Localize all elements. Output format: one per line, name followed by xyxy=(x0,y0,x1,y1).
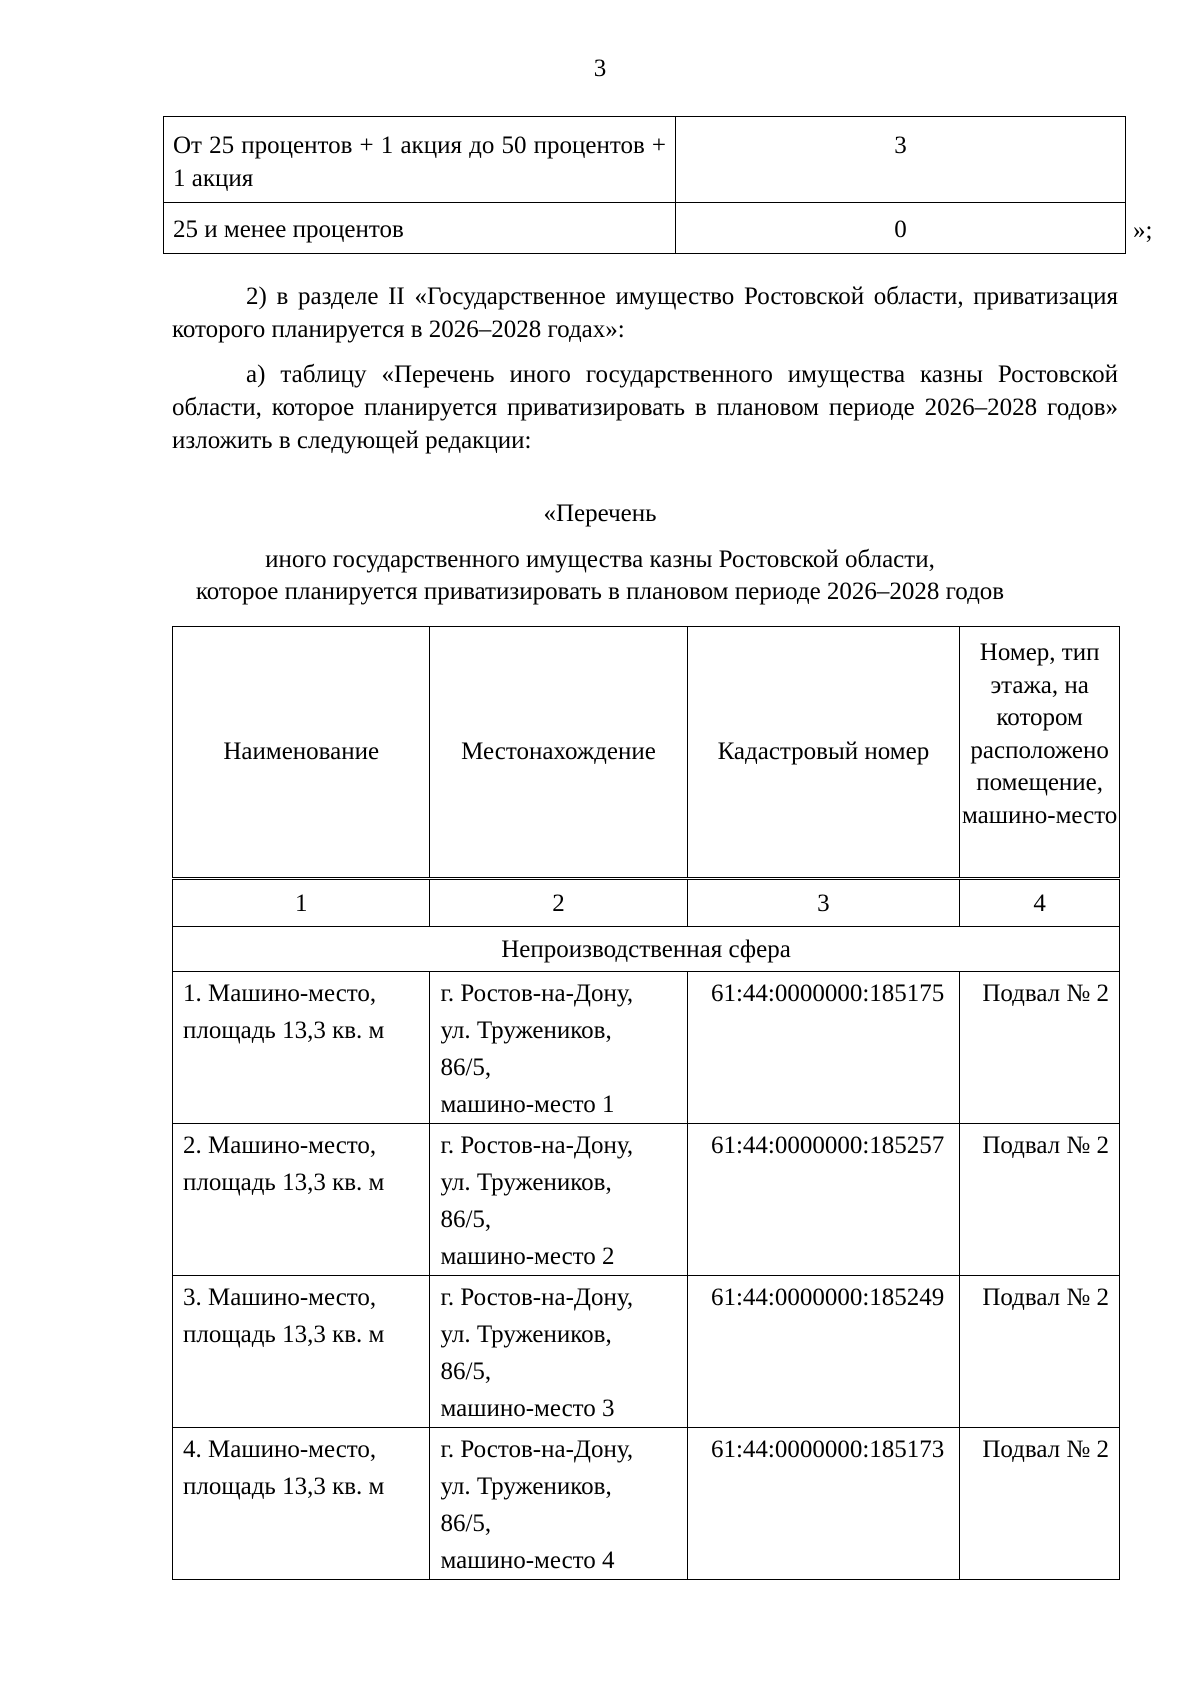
column-number: 1 xyxy=(173,879,430,927)
table-header-row xyxy=(173,627,1120,879)
property-floor: Подвал № 2 xyxy=(960,1124,1120,1276)
property-location: г. Ростов-на-Дону, ул. Тружеников, 86/5, машино-место 4 xyxy=(430,1428,687,1580)
list-title: «Перечень xyxy=(543,500,657,527)
column-header-location: Местонахождение xyxy=(430,627,687,879)
share-value: 0 xyxy=(676,203,1126,254)
column-number: 2 xyxy=(430,879,687,927)
share-label: От 25 процентов + 1 акция до 50 процентов + 1 акция xyxy=(164,117,676,203)
column-header-floor: Номер, тип этажа, на котором расположено помещение, машино-место xyxy=(960,627,1120,879)
column-number: 4 xyxy=(960,879,1120,927)
property-location: г. Ростов-на-Дону, ул. Тружеников, 86/5, машино-место 1 xyxy=(430,972,687,1124)
property-floor: Подвал № 2 xyxy=(960,972,1120,1124)
table-row xyxy=(164,203,1126,254)
list-subtitle: иного государственного имущества казны Ростовской области, xyxy=(265,546,935,573)
share-table xyxy=(163,116,1126,254)
table-row xyxy=(164,117,1126,203)
list-subtitle: которое планируется приватизировать в плановом периоде 2026–2028 годов xyxy=(195,578,1005,605)
property-cadastral-number: 61:44:0000000:185175 xyxy=(687,972,960,1124)
property-name: 3. Машино-место, площадь 13,3 кв. м xyxy=(173,1276,430,1428)
paragraph-section-ii: 2) в разделе II «Государственное имущество Ростовской области, приватизация которого планируется в 2026–2028 годах»: xyxy=(172,283,1118,343)
table-row xyxy=(173,1124,1120,1276)
property-name: 2. Машино-место, площадь 13,3 кв. м xyxy=(173,1124,430,1276)
column-header-name: Наименование xyxy=(173,627,430,879)
property-floor: Подвал № 2 xyxy=(960,1276,1120,1428)
property-name: 4. Машино-место, площадь 13,3 кв. м xyxy=(173,1428,430,1580)
property-location: г. Ростов-на-Дону, ул. Тружеников, 86/5, машино-место 2 xyxy=(430,1124,687,1276)
page-number: 3 xyxy=(593,55,607,82)
column-header-cadastral: Кадастровый номер xyxy=(687,627,960,879)
property-floor: Подвал № 2 xyxy=(960,1428,1120,1580)
column-number: 3 xyxy=(687,879,960,927)
table-row xyxy=(173,1428,1120,1580)
section-row xyxy=(173,927,1120,972)
share-value: 3 xyxy=(676,117,1126,203)
property-cadastral-number: 61:44:0000000:185257 xyxy=(687,1124,960,1276)
property-name: 1. Машино-место, площадь 13,3 кв. м xyxy=(173,972,430,1124)
property-table xyxy=(172,626,1120,1580)
property-cadastral-number: 61:44:0000000:185249 xyxy=(687,1276,960,1428)
property-location: г. Ростов-на-Дону, ул. Тружеников, 86/5, машино-место 3 xyxy=(430,1276,687,1428)
closing-quote: »; xyxy=(1133,217,1153,244)
section-title: Непроизводственная сфера xyxy=(173,927,1120,972)
paragraph-table-replacement: а) таблицу «Перечень иного государственного имущества казны Ростовской области, которое планируется приватизировать в плановом периоде 2026–2028 годов» изложить в следующей редакции: xyxy=(172,361,1118,454)
column-numbers-row xyxy=(173,879,1120,927)
table-row xyxy=(173,1276,1120,1428)
share-label: 25 и менее процентов xyxy=(164,203,676,254)
property-cadastral-number: 61:44:0000000:185173 xyxy=(687,1428,960,1580)
table-row xyxy=(173,972,1120,1124)
